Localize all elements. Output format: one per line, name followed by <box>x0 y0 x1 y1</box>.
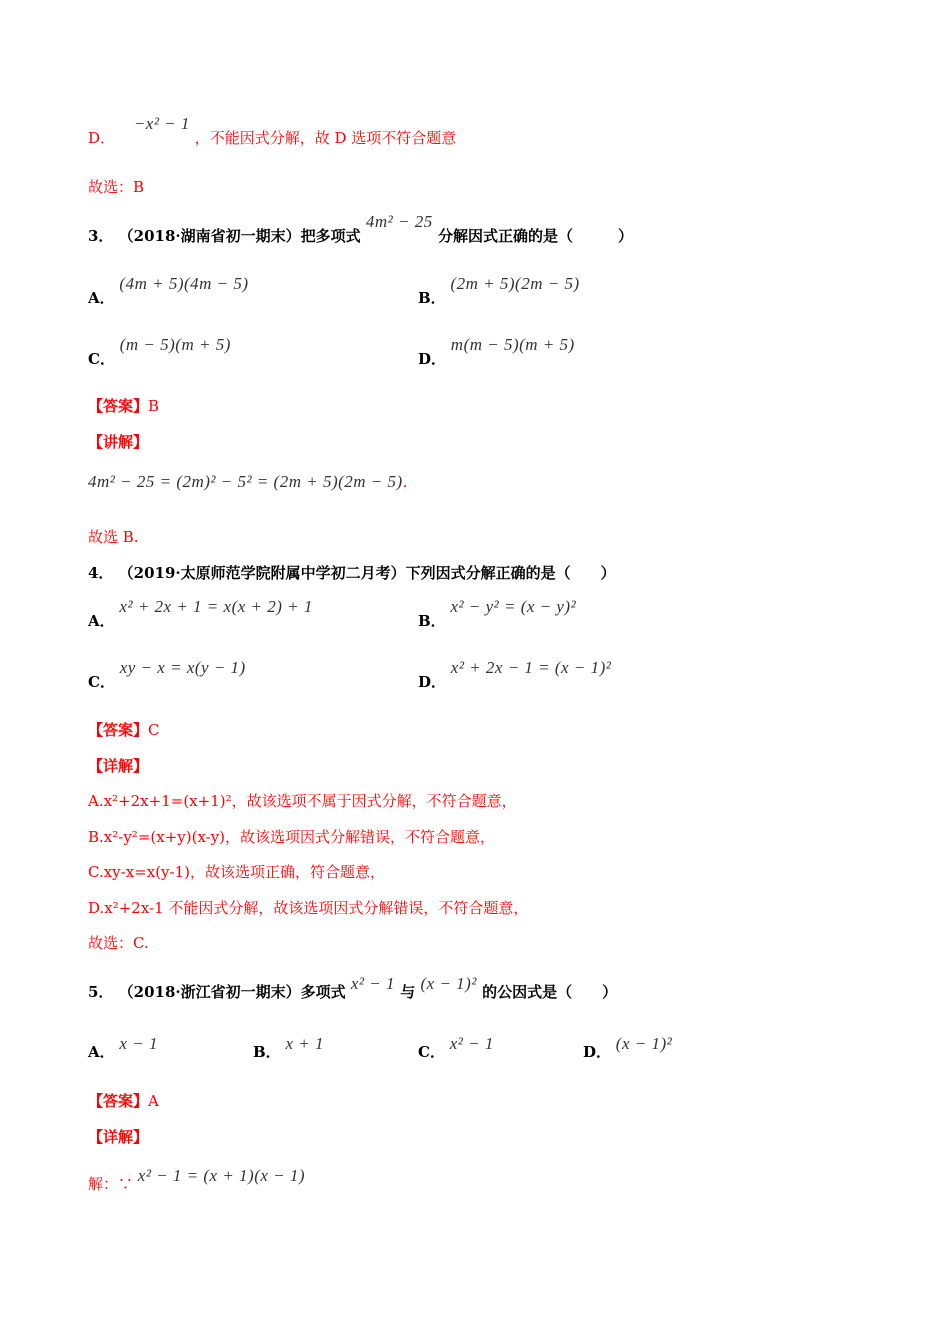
q3-option-b <box>418 274 580 308</box>
question-5-stem <box>88 974 618 1002</box>
q4-explain-tag: 【详解】 <box>88 757 149 775</box>
question-3-stem <box>88 212 633 246</box>
option-label: A． <box>88 612 115 630</box>
option-expression: xy − x = x(y − 1) <box>119 658 246 677</box>
q4-explain-line-d: D.x²+2x-1 不能因式分解，故该选项因式分解错误，不符合题意， <box>88 899 529 917</box>
option-label: C． <box>88 673 115 691</box>
answer-value: A <box>148 1092 159 1110</box>
q4-option-c <box>88 658 246 692</box>
option-label: B． <box>418 289 446 307</box>
prev-option-d <box>88 114 457 148</box>
option-expression: (x − 1)² <box>615 1034 673 1053</box>
q5-option-d <box>583 1034 673 1062</box>
q3-explain-tag: 【讲解】 <box>88 433 149 451</box>
q4-explain-line-a: A.x²+2x+1=(x+1)²，故该选项不属于因式分解，不符合题意， <box>88 792 517 810</box>
question-number: 3． <box>88 227 114 245</box>
math-expression: x² − 1 <box>350 974 396 993</box>
option-expression: x² − y² = (x − y)² <box>450 597 577 616</box>
answer-tag: 【答案】 <box>88 1092 149 1110</box>
option-expression: (m − 5)(m + 5) <box>119 335 231 354</box>
q5-option-a <box>88 1034 158 1062</box>
option-label: B． <box>418 612 446 630</box>
q4-explain-line-c: C.xy-x=x(y-1)，故该选项正确，符合题意， <box>88 863 385 881</box>
derivation-end: . <box>402 473 408 491</box>
q5-option-b <box>253 1034 324 1062</box>
option-expression: m(m − 5)(m + 5) <box>450 335 575 354</box>
q5-option-c <box>418 1034 494 1062</box>
question-source: （2018·湖南省初一期末）把多项式 <box>118 227 361 245</box>
option-label: D． <box>583 1043 612 1061</box>
option-expression: x² − 1 <box>449 1034 494 1053</box>
q3-option-c <box>88 335 231 369</box>
option-expression: x² + 2x + 1 = x(x + 2) + 1 <box>119 597 313 616</box>
option-label: A． <box>88 1043 115 1061</box>
q5-solution <box>88 1166 306 1194</box>
q3-derivation <box>88 472 407 492</box>
question-source: （2018·浙江省初一期末）多项式 <box>118 983 346 1001</box>
answer-value: B <box>148 397 160 415</box>
math-expression: −x² − 1 <box>133 114 190 133</box>
math-expression: x² − 1 = (x + 1)(x − 1) <box>137 1166 306 1185</box>
answer-tag: 【答案】 <box>88 397 149 415</box>
prev-conclusion: 故选：B <box>88 178 145 196</box>
q4-explain-line-b: B.x²-y²=(x+y)(x-y)，故该选项因式分解错误，不符合题意， <box>88 828 496 846</box>
q3-option-d <box>418 335 575 369</box>
q3-answer <box>88 396 159 416</box>
q4-answer <box>88 720 160 740</box>
answer-value: C <box>148 721 160 739</box>
question-source: （2019·太原师范学院附属中学初二月考）下列因式分解正确的是（ ） <box>118 564 616 582</box>
q5-explain-tag: 【详解】 <box>88 1128 149 1146</box>
option-label: C． <box>88 350 115 368</box>
question-4-stem <box>88 563 616 583</box>
option-expression: x − 1 <box>119 1034 158 1053</box>
q4-option-d <box>418 658 612 692</box>
option-label: D． <box>418 673 447 691</box>
option-label: B． <box>253 1043 281 1061</box>
question-tail: 分解因式正确的是（ ） <box>437 227 633 245</box>
question-tail: 的公因式是（ ） <box>482 983 618 1001</box>
question-connector: 与 <box>400 983 416 1001</box>
math-expression: 4m² − 25 <box>365 212 433 231</box>
math-expression: 4m² − 25 = (2m)² − 5² = (2m + 5)(2m − 5) <box>88 472 403 491</box>
q3-conclusion: 故选 B. <box>88 528 139 546</box>
option-expression: (4m + 5)(4m − 5) <box>119 274 249 293</box>
q5-answer <box>88 1091 159 1111</box>
option-label: A． <box>88 289 115 307</box>
option-expression: x² + 2x − 1 = (x − 1)² <box>450 658 612 677</box>
q4-option-a <box>88 597 313 631</box>
answer-tag: 【答案】 <box>88 721 149 739</box>
math-expression: (x − 1)² <box>420 974 477 993</box>
q4-conclusion: 故选：C. <box>88 934 149 952</box>
option-expression: x + 1 <box>285 1034 324 1053</box>
q3-option-a <box>88 274 249 308</box>
option-label: C． <box>418 1043 445 1061</box>
option-label: D． <box>418 350 447 368</box>
question-number: 4． <box>88 564 114 582</box>
question-number: 5． <box>88 983 114 1001</box>
option-label: D． <box>88 129 116 147</box>
q4-option-b <box>418 597 577 631</box>
option-text: ，不能因式分解，故 D 选项不符合题意 <box>194 129 457 147</box>
solution-prefix: 解：∵ <box>88 1175 134 1193</box>
option-expression: (2m + 5)(2m − 5) <box>450 274 580 293</box>
